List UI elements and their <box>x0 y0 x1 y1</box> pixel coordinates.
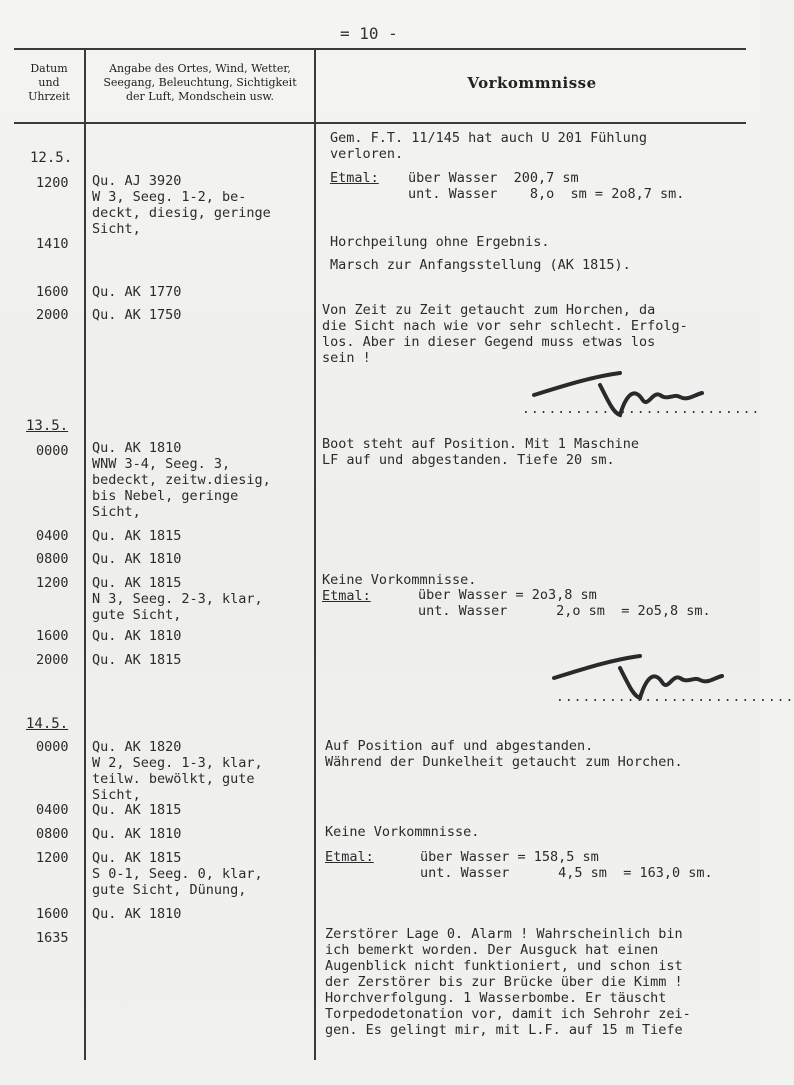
position-entry: Qu. AJ 3920 W 3, Seeg. 1-2, be- deckt, diesig, geringe Sicht, <box>92 173 271 237</box>
page-number: = 10 - <box>340 24 398 43</box>
position-entry: Qu. AK 1815 <box>92 652 182 668</box>
etmal-value: unt. Wasser 4,5 sm = 163,0 sm. <box>420 865 713 881</box>
position-entry: Qu. AK 1810 <box>92 628 182 644</box>
time-entry: 0800 <box>36 551 69 567</box>
etmal-value: unt. Wasser 8,o sm = 2o8,7 sm. <box>408 186 685 202</box>
time-entry: 1200 <box>36 850 69 866</box>
position-entry: Qu. AK 1810 <box>92 826 182 842</box>
position-entry: Qu. AK 1820 W 2, Seeg. 1-3, klar, teilw. bewölkt, gute Sicht, <box>92 739 263 803</box>
time-entry: 0400 <box>36 802 69 818</box>
etmal-value: über Wasser 200,7 sm <box>408 170 579 186</box>
time-entry: 0000 <box>36 739 69 755</box>
date-12-5: 12.5. <box>30 150 73 166</box>
position-entry: Qu. AK 1770 <box>92 284 182 300</box>
event-entry: Marsch zur Anfangsstellung (AK 1815). <box>330 257 631 273</box>
time-entry: 1410 <box>36 236 69 252</box>
time-entry: 1600 <box>36 284 69 300</box>
event-entry: Von Zeit zu Zeit getaucht zum Horchen, da die Sicht nach wie vor sehr schlecht. Erfolg- los. Aber in dieser Gegend muss etwas los sein ! <box>322 302 688 366</box>
time-entry: 0000 <box>36 443 69 459</box>
position-entry: Qu. AK 1815 <box>92 528 182 544</box>
signature-dots-2: ........................... <box>556 690 794 705</box>
time-entry: 1200 <box>36 575 69 591</box>
header-events: Vorkommnisse <box>467 74 597 92</box>
event-entry: Boot steht auf Position. Mit 1 Maschine LF auf und abgestanden. Tiefe 20 sm. <box>322 436 639 468</box>
date-14-5: 14.5. <box>26 716 69 732</box>
event-entry: Keine Vorkommnisse. <box>325 824 480 840</box>
position-entry: Qu. AK 1810 <box>92 906 182 922</box>
position-entry: Qu. AK 1815 S 0-1, Seeg. 0, klar, gute Sicht, Dünung, <box>92 850 263 898</box>
event-entry: Auf Position auf und abgestanden. Während der Dunkelheit getaucht zum Horchen. <box>325 738 683 770</box>
signature-dots-1: ........................... <box>522 402 761 417</box>
etmal-value: über Wasser = 2o3,8 sm <box>418 587 597 603</box>
event-entry: Keine Vorkommnisse. <box>322 572 477 588</box>
position-entry: Qu. AK 1810 WNW 3-4, Seeg. 3, bedeckt, zeitw.diesig, bis Nebel, geringe Sicht, <box>92 440 271 520</box>
date-13-5: 13.5. <box>26 418 69 434</box>
event-entry: Zerstörer Lage 0. Alarm ! Wahrscheinlich bin ich bemerkt worden. Der Ausguck hat einen Augenblick nicht funktioniert, und schon ist der Zerstörer bis zur Brücke über die Kimm ! Horchverfolgung. 1 Wasserbombe. Er täuscht Torpedodetonation vor, damit ich Sehrohr zei- gen. Es gelingt mir, mit L.F. auf 15 m Tiefe <box>325 926 691 1038</box>
column-divider-1 <box>84 48 86 1060</box>
position-entry: Qu. AK 1815 N 3, Seeg. 2-3, klar, gute Sicht, <box>92 575 263 623</box>
time-entry: 1600 <box>36 906 69 922</box>
column-divider-2 <box>314 48 316 1060</box>
header-location: Angabe des Ortes, Wind, Wetter, Seegang, Beleuchtung, Sichtigkeit der Luft, Mondschein usw. <box>103 62 297 103</box>
event-entry: Horchpeilung ohne Ergebnis. <box>330 234 550 250</box>
time-entry: 1600 <box>36 628 69 644</box>
etmal-value: unt. Wasser 2,o sm = 2o5,8 sm. <box>418 603 711 619</box>
position-entry: Qu. AK 1750 <box>92 307 182 323</box>
etmal-label: Etmal: <box>322 588 371 604</box>
time-entry: 0400 <box>36 528 69 544</box>
time-entry: 1200 <box>36 175 69 191</box>
time-entry: 0800 <box>36 826 69 842</box>
event-entry: Gem. F.T. 11/145 hat auch U 201 Fühlung verloren. <box>330 130 647 162</box>
position-entry: Qu. AK 1815 <box>92 802 182 818</box>
time-entry: 1635 <box>36 930 69 946</box>
header-datum: Datum und Uhrzeit <box>28 62 70 103</box>
position-entry: Qu. AK 1810 <box>92 551 182 567</box>
table-top-rule <box>14 48 746 50</box>
etmal-value: über Wasser = 158,5 sm <box>420 849 599 865</box>
etmal-label: Etmal: <box>330 170 379 186</box>
time-entry: 2000 <box>36 307 69 323</box>
etmal-label: Etmal: <box>325 849 374 865</box>
time-entry: 2000 <box>36 652 69 668</box>
header-bottom-rule <box>14 122 746 124</box>
